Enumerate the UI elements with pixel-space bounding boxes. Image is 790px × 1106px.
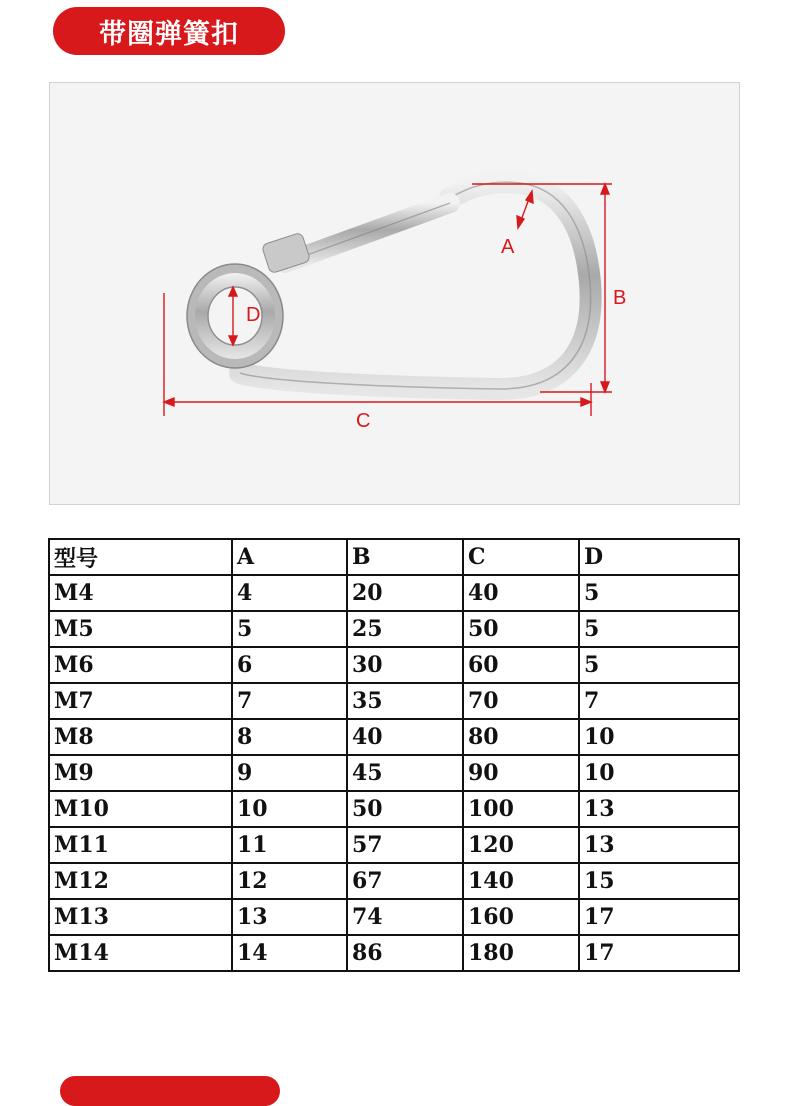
cell-d: 7 bbox=[579, 683, 739, 719]
dimension-label-a: A bbox=[501, 236, 515, 258]
table-row bbox=[49, 755, 739, 791]
cell-a: 5 bbox=[232, 611, 347, 647]
cell-d: 5 bbox=[579, 647, 739, 683]
cell-model: M7 bbox=[49, 683, 232, 719]
cell-c: 70 bbox=[463, 683, 579, 719]
cell-model: M8 bbox=[49, 719, 232, 755]
dimension-label-c: C bbox=[356, 410, 371, 432]
cell-d: 13 bbox=[579, 791, 739, 827]
cell-c: 50 bbox=[463, 611, 579, 647]
cell-c: 180 bbox=[463, 935, 579, 971]
cell-model: M9 bbox=[49, 755, 232, 791]
product-diagram bbox=[49, 82, 740, 505]
cell-c: 160 bbox=[463, 899, 579, 935]
cell-b: 45 bbox=[347, 755, 463, 791]
table-row bbox=[49, 827, 739, 863]
dimension-label-d: D bbox=[246, 304, 261, 326]
cell-c: 140 bbox=[463, 863, 579, 899]
cell-a: 7 bbox=[232, 683, 347, 719]
cell-b: 30 bbox=[347, 647, 463, 683]
snap-hook-illustration bbox=[50, 83, 741, 506]
table-row bbox=[49, 899, 739, 935]
cell-d: 5 bbox=[579, 611, 739, 647]
cell-a: 6 bbox=[232, 647, 347, 683]
cell-a: 13 bbox=[232, 899, 347, 935]
table-row bbox=[49, 683, 739, 719]
header-model: 型号 bbox=[49, 539, 232, 575]
cell-d: 5 bbox=[579, 575, 739, 611]
header-c: C bbox=[463, 539, 579, 575]
cell-d: 17 bbox=[579, 899, 739, 935]
table-row bbox=[49, 935, 739, 971]
spec-table bbox=[48, 538, 740, 972]
header-b: B bbox=[347, 539, 463, 575]
cell-a: 4 bbox=[232, 575, 347, 611]
cell-b: 40 bbox=[347, 719, 463, 755]
cell-b: 50 bbox=[347, 791, 463, 827]
table-header-row bbox=[49, 539, 739, 575]
cell-model: M10 bbox=[49, 791, 232, 827]
cell-c: 40 bbox=[463, 575, 579, 611]
cell-b: 25 bbox=[347, 611, 463, 647]
cell-a: 8 bbox=[232, 719, 347, 755]
cell-c: 90 bbox=[463, 755, 579, 791]
cell-d: 17 bbox=[579, 935, 739, 971]
cell-model: M5 bbox=[49, 611, 232, 647]
cell-c: 120 bbox=[463, 827, 579, 863]
table-row bbox=[49, 575, 739, 611]
table-row bbox=[49, 719, 739, 755]
cell-c: 60 bbox=[463, 647, 579, 683]
cell-d: 10 bbox=[579, 755, 739, 791]
dimension-label-b: B bbox=[613, 287, 627, 309]
table-row bbox=[49, 611, 739, 647]
cell-c: 100 bbox=[463, 791, 579, 827]
header-a: A bbox=[232, 539, 347, 575]
cell-b: 74 bbox=[347, 899, 463, 935]
cell-model: M4 bbox=[49, 575, 232, 611]
cell-a: 10 bbox=[232, 791, 347, 827]
cell-model: M11 bbox=[49, 827, 232, 863]
cell-d: 15 bbox=[579, 863, 739, 899]
table-row bbox=[49, 647, 739, 683]
cell-c: 80 bbox=[463, 719, 579, 755]
cell-a: 9 bbox=[232, 755, 347, 791]
cell-b: 86 bbox=[347, 935, 463, 971]
cell-d: 10 bbox=[579, 719, 739, 755]
table-row bbox=[49, 863, 739, 899]
cell-b: 57 bbox=[347, 827, 463, 863]
cell-a: 12 bbox=[232, 863, 347, 899]
cell-model: M14 bbox=[49, 935, 232, 971]
cell-a: 11 bbox=[232, 827, 347, 863]
cell-b: 67 bbox=[347, 863, 463, 899]
section-title: 带圈弹簧扣 bbox=[99, 18, 239, 50]
header-d: D bbox=[579, 539, 739, 575]
cell-model: M6 bbox=[49, 647, 232, 683]
table-row bbox=[49, 791, 739, 827]
section-title-badge bbox=[53, 7, 285, 55]
cell-model: M13 bbox=[49, 899, 232, 935]
cell-b: 20 bbox=[347, 575, 463, 611]
cell-a: 14 bbox=[232, 935, 347, 971]
cell-b: 35 bbox=[347, 683, 463, 719]
cell-model: M12 bbox=[49, 863, 232, 899]
cell-d: 13 bbox=[579, 827, 739, 863]
